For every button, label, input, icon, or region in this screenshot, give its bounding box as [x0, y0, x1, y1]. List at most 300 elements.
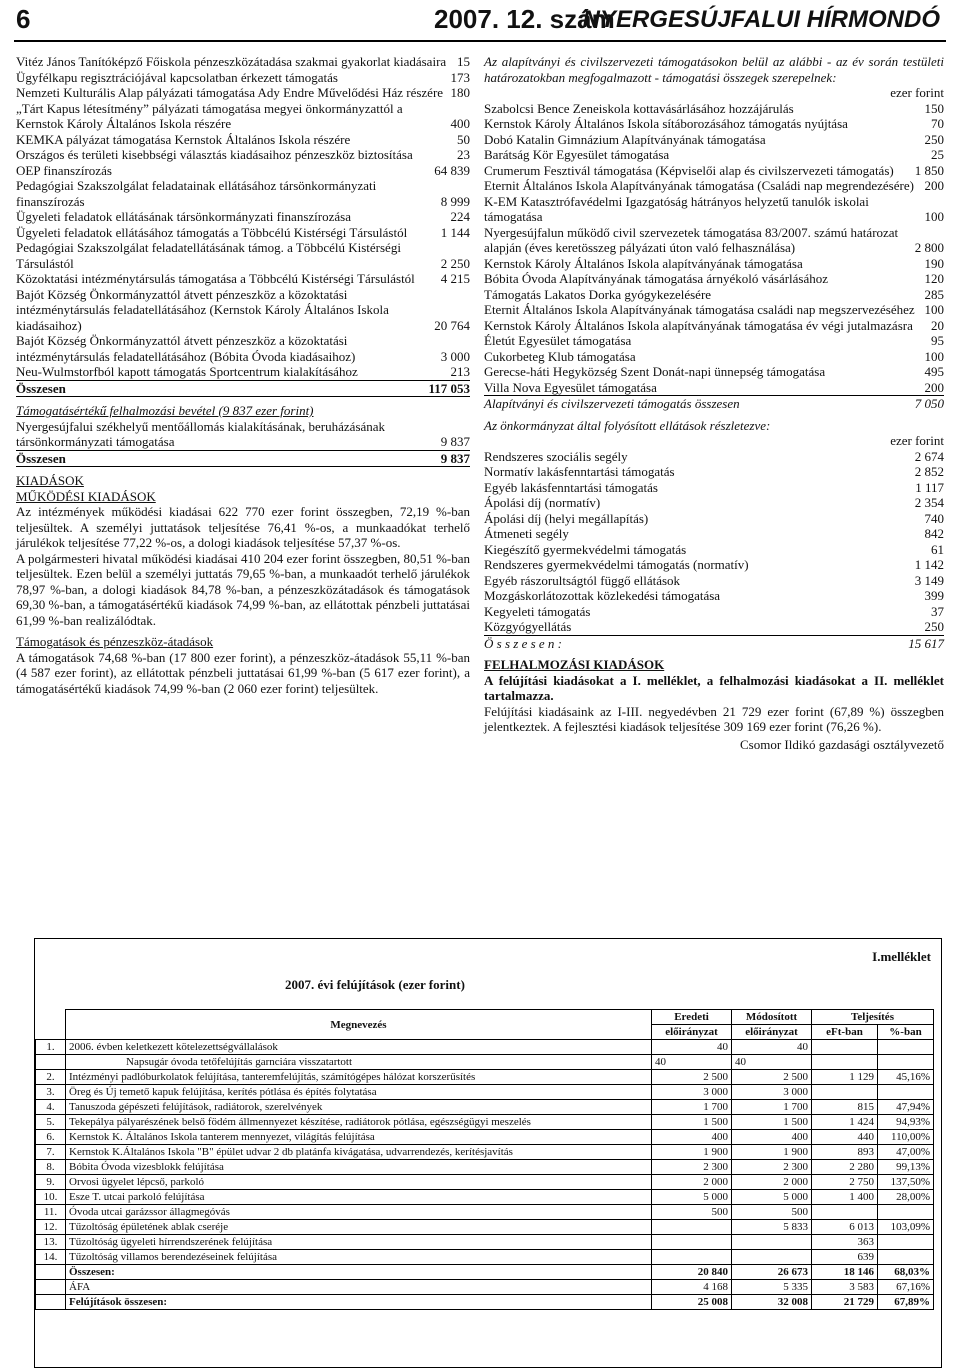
- item-value: 120: [924, 271, 944, 286]
- list-item: [484, 302, 944, 318]
- cell-mod: 2 500: [732, 1070, 812, 1085]
- social-heading: Az önkormányzat által folyósított ellátások részletezve:: [484, 417, 771, 433]
- paragraph-annex: A felújítási kiadásokat a I. melléklet, a felhalmozási kiadásokat a II. melléklet tartalmazza.: [484, 672, 944, 703]
- cell-name: Tekepálya pályarészének belső födém állmennyezet készítése, radiátorok pótlása, egészségügyi meszelés: [66, 1115, 652, 1130]
- cell-name: Orvosi ügyelet lépcső, parkoló: [66, 1175, 652, 1190]
- cell-pct: 110,00%: [878, 1130, 934, 1145]
- list-item: [484, 132, 944, 148]
- item-value: 285: [924, 286, 944, 302]
- list-item: [16, 147, 470, 163]
- table-row: [36, 1295, 934, 1310]
- cell-name: Kernstok K.Általános Iskola "B" épület udvar 2 db platánfa kivágatása, udvarrendezés, kerítésjavítás: [66, 1145, 652, 1160]
- paragraph-mayor-office: A polgármesteri hivatal működési kiadásai 410 204 ezer forint összegben, 80,51 %-ban teljesültek. Ezen belül a személyi juttatás 79,65 %-ban, a munkaadót terhelő járulékok 78,97 %-ban, a dologi kiadások 84,78 %-ban, a pénzeszközátadások és támogatások 69,30 %-ban, a támogatásértékű kiadások 74,99 %-ban, az ellátottak pénzbeli juttatásai 61,99 %-ban realizálódtak.: [16, 550, 470, 628]
- cell-orig: 1 900: [652, 1145, 732, 1160]
- revenue-list: [16, 54, 470, 380]
- issue-label: 2007. 12. szám: [434, 4, 615, 34]
- cell-perf: 18 146: [812, 1265, 878, 1280]
- item-text: Vitéz János Tanítóképző Főiskola pénzeszközátadása szakmai gyakorlat kiadásaira: [16, 54, 447, 69]
- item-value: 150: [924, 100, 944, 116]
- item-text: Bajót Község Önkormányzattól átvett pénzeszköz a közoktatási intézménytársulás feladatellátásához (Bóbita Óvoda kiadásaihoz): [16, 333, 356, 364]
- item-value: 2 800: [914, 240, 944, 255]
- cell-no: 3.: [36, 1085, 66, 1100]
- table-row: [36, 1235, 934, 1250]
- item-text: Cukorbeteg Klub támogatása: [484, 348, 636, 364]
- item-value: 200: [924, 178, 944, 193]
- list-item: [16, 54, 470, 70]
- item-text: Ápolási díj (normatív): [484, 495, 601, 510]
- cell-orig: 2 300: [652, 1160, 732, 1175]
- list-item: [484, 619, 944, 635]
- item-text: Kernstok Károly Általános Iskola alapítványának támogatása: [484, 255, 803, 271]
- item-value: 23: [457, 147, 470, 162]
- capital-total-row: Összesen 9 837: [16, 450, 470, 466]
- cell-no: [36, 1055, 66, 1070]
- cell-name: Felújítások összesen:: [66, 1295, 652, 1310]
- item-value: 61: [931, 541, 944, 557]
- item-value: 1 144: [440, 224, 470, 240]
- cell-mod: 400: [732, 1130, 812, 1145]
- cell-orig: 20 840: [652, 1265, 732, 1280]
- cell-pct: 103,09%: [878, 1220, 934, 1235]
- cell-pct: 67,16%: [878, 1280, 934, 1295]
- item-value: 100: [924, 302, 944, 317]
- item-text: Normatív lakásfenntartási támogatás: [484, 464, 675, 479]
- list-item: [16, 225, 470, 241]
- list-item: [16, 364, 470, 380]
- cell-no: 8.: [36, 1160, 66, 1175]
- cell-no: [36, 1280, 66, 1295]
- table-row: [36, 1280, 934, 1295]
- item-text: Átmeneti segély: [484, 526, 569, 541]
- col-header-perf-a: eFt-ban: [812, 1025, 878, 1040]
- cell-pct: 67,89%: [878, 1295, 934, 1310]
- list-item: [484, 495, 944, 511]
- cell-orig: 3 000: [652, 1085, 732, 1100]
- cell-perf: 440: [812, 1130, 878, 1145]
- cell-no: [36, 1295, 66, 1310]
- cell-pct: [878, 1205, 934, 1220]
- cell-orig: [652, 1235, 732, 1250]
- item-value: 224: [450, 209, 470, 224]
- cell-orig: 40: [652, 1040, 732, 1055]
- list-item: [16, 287, 470, 334]
- list-item: [484, 511, 944, 527]
- item-value: 50: [457, 131, 470, 147]
- item-value: 213: [450, 364, 470, 379]
- cell-no: [36, 1265, 66, 1280]
- cell-name: Óvoda utcai garázssor állagmegóvás: [66, 1205, 652, 1220]
- item-value: 4 215: [440, 271, 470, 286]
- item-text: Eternit Általános Iskola Alapítványának támogatása (Családi nap megrendezésére): [484, 178, 914, 193]
- renovation-table: [35, 1009, 934, 1310]
- item-value: 740: [924, 510, 944, 526]
- item-text: OEP finanszírozás: [16, 162, 112, 178]
- cell-orig: [652, 1220, 732, 1235]
- table-row: [36, 1055, 934, 1070]
- item-text: Kernstok Károly Általános Iskola alapítványának támogatása év végi jutalmazásra: [484, 317, 913, 333]
- item-text: Kiegészítő gyermekvédelmi támogatás: [484, 541, 687, 557]
- paragraph-grants: A támogatások 74,68 %-ban (17 800 ezer forint), a pénzeszköz-átadások 55,11 %-ban (4 587 ezer forint), az ellátottak pénzbeli juttatásai 61,99 %-ban (5 617 ezer forint), a támogatásértékű kiadások 74,99 %-ban (2 060 ezer forint) teljesültek.: [16, 649, 470, 696]
- item-value: 400: [450, 116, 470, 131]
- col-header-perf-b: %-ban: [878, 1025, 934, 1040]
- cell-name: 2006. évben keletkezett kötelezettségvállalások: [66, 1040, 652, 1055]
- cell-orig: 1 700: [652, 1100, 732, 1115]
- cell-perf: [812, 1040, 878, 1055]
- cell-pct: 99,13%: [878, 1160, 934, 1175]
- foundation-list: [484, 101, 944, 396]
- list-item: [16, 70, 470, 86]
- item-value: 8 999: [440, 193, 470, 209]
- cell-pct: 47,94%: [878, 1100, 934, 1115]
- list-item: [484, 464, 944, 480]
- item-text: Egyéb rászorultságtól függő ellátások: [484, 572, 681, 588]
- col-header-mod: Módosított: [732, 1010, 812, 1025]
- cell-orig: 2 000: [652, 1175, 732, 1190]
- item-value: 2 354: [914, 495, 944, 510]
- item-value: 64 839: [434, 162, 470, 178]
- item-text: Barátság Kör Egyesület támogatása: [484, 147, 670, 162]
- item-text: Crumerum Fesztivál támogatása (Képviselői alap és civilszervezeti támogatás): [484, 162, 894, 178]
- cell-pct: 28,00%: [878, 1190, 934, 1205]
- cell-name: Tanuszoda gépészeti felújítások, radiátorok, szerelvények: [66, 1100, 652, 1115]
- capital-revenue-item: Nyergesújfalui székhelyű mentőállomás kialakításának, beruházásának társönkormányzati támogatása 9 837: [16, 418, 470, 449]
- item-value: 399: [924, 588, 944, 603]
- cell-mod: 2 300: [732, 1160, 812, 1175]
- cell-name: Bóbita Óvoda vizesblokk felújítása: [66, 1160, 652, 1175]
- list-item: [16, 101, 470, 132]
- publication-title: NYERGESÚJFALUI HÍRMONDÓ: [582, 6, 940, 33]
- table-row: [36, 1115, 934, 1130]
- cell-pct: 137,50%: [878, 1175, 934, 1190]
- cell-pct: 68,03%: [878, 1265, 934, 1280]
- cell-orig: 2 500: [652, 1070, 732, 1085]
- signature: Csomor Ildikó gazdasági osztályvezető: [740, 736, 944, 752]
- cell-perf: 1 129: [812, 1070, 878, 1085]
- col-header-name: Megnevezés: [66, 1010, 652, 1040]
- table-row: [36, 1190, 934, 1205]
- cell-perf: 1 424: [812, 1115, 878, 1130]
- expenses-heading: KIADÁSOK: [16, 473, 84, 488]
- cell-perf: [812, 1085, 878, 1100]
- cell-mod: [732, 1250, 812, 1265]
- foundation-subtotal: Alapítványi és civilszervezeti támogatás összesen 7 050: [484, 396, 944, 411]
- capital-expenses-heading: FELHALMOZÁSI KIADÁSOK: [484, 657, 665, 672]
- right-column: [484, 54, 944, 752]
- cell-pct: 94,93%: [878, 1115, 934, 1130]
- col-header-orig2: előirányzat: [652, 1025, 732, 1040]
- item-value: 20: [931, 317, 944, 333]
- cell-orig: 4 168: [652, 1280, 732, 1295]
- item-text: Nemzeti Kulturális Alap pályázati támogatása Ady Endre Művelődési Ház részére: [16, 85, 444, 100]
- cell-no: 14.: [36, 1250, 66, 1265]
- cell-no: 1.: [36, 1040, 66, 1055]
- paragraph-renovation: Felújítási kiadásaink az I-III. negyedévben 21 729 ezer forint (67,89 %) összegben jelentkeztek. A fejlesztési kiadások teljesítése 309 169 ezer forint (76,26 %).: [484, 703, 944, 734]
- item-text: Eternit Általános Iskola Alapítványának támogatása családi nap megszervezéséhez: [484, 302, 915, 317]
- cell-mod: 1 700: [732, 1100, 812, 1115]
- item-value: 173: [450, 69, 470, 85]
- cell-perf: 639: [812, 1250, 878, 1265]
- cell-mod: 3 000: [732, 1085, 812, 1100]
- total-row: Összesen 117 053: [16, 380, 470, 396]
- cell-perf: 2 750: [812, 1175, 878, 1190]
- cell-mod: 500: [732, 1205, 812, 1220]
- list-item: [484, 194, 944, 225]
- cell-perf: 6 013: [812, 1220, 878, 1235]
- item-value: 1 142: [914, 557, 944, 572]
- social-unit-label: ezer forint: [890, 433, 944, 448]
- cell-orig: 1 500: [652, 1115, 732, 1130]
- cell-mod: 40: [732, 1055, 812, 1070]
- item-text: Nyergesújfalun működő civil szervezetek támogatása 83/2007. számú határozat alapján (éves keretösszeg pályázati úton való felhasználása): [484, 224, 899, 255]
- table-header-row: [36, 1010, 934, 1025]
- left-column: [16, 54, 470, 696]
- annex-title: 2007. évi felújítások (ezer forint): [285, 977, 465, 992]
- annex-label: I.melléklet: [872, 949, 931, 964]
- cell-perf: 1 400: [812, 1190, 878, 1205]
- item-value: 1 850: [914, 162, 944, 178]
- item-text: Gerecse-háti Hegyközség Szent Donát-napi ünnepség támogatása: [484, 364, 826, 379]
- cell-mod: 1 900: [732, 1145, 812, 1160]
- col-header-mod2: előirányzat: [732, 1025, 812, 1040]
- item-text: Rendszeres gyermekvédelmi támogatás (normatív): [484, 557, 749, 572]
- cell-no: 13.: [36, 1235, 66, 1250]
- item-text: Bóbita Óvoda Alapítványának támogatása árnyékoló vásárlásához: [484, 271, 829, 286]
- cell-no: 2.: [36, 1070, 66, 1085]
- cell-perf: 363: [812, 1235, 878, 1250]
- cell-pct: [878, 1235, 934, 1250]
- paragraph-institutions: Az intézmények működési kiadásai 622 770 ezer forint összegben, 72,19 %-ban teljesültek. A személyi juttatások teljesítése 76,41 %-os, a munkaadókat terhelő járulékok teljesítése 77,22 %-os, a dologi kiadások teljesítése 57,37 %-os.: [16, 504, 470, 550]
- annex-box: [34, 938, 942, 1368]
- list-item: [484, 287, 944, 303]
- item-text: Támogatás Lakatos Dorka gyógykezelésére: [484, 286, 712, 302]
- social-list: [484, 449, 944, 635]
- list-item: [16, 163, 470, 179]
- item-text: Neu-Wulmstorfból kapott támogatás Sportcentrum kialakításához: [16, 364, 358, 379]
- item-text: Életút Egyesület támogatása: [484, 333, 632, 348]
- item-text: Egyéb lakásfenntartási támogatás: [484, 479, 658, 495]
- social-total: Ö s s z e s e n : 15 617: [484, 635, 944, 651]
- page-number: 6: [16, 4, 31, 34]
- foundation-intro: Az alapítványi és civilszervezeti támogatásokon belül az alábbi - az év során testületi határozatokban megfogalmazott - támogatási összegek szerepelnek:: [484, 54, 944, 85]
- operating-expenses-heading: MŰKÖDÉSI KIADÁSOK: [16, 488, 156, 504]
- item-text: Mozgáskorlátozottak közlekedési támogatása: [484, 588, 721, 603]
- cell-perf: 815: [812, 1100, 878, 1115]
- item-text: Kernstok Károly Általános Iskola sítáborozásához támogatás nyújtása: [484, 116, 848, 131]
- cell-mod: 26 673: [732, 1265, 812, 1280]
- cell-no: 12.: [36, 1220, 66, 1235]
- list-item: [484, 588, 944, 604]
- list-item: [16, 271, 470, 287]
- list-item: [484, 147, 944, 163]
- list-item: [484, 573, 944, 589]
- item-value: 100: [924, 348, 944, 364]
- unit-label: ezer forint: [890, 85, 944, 100]
- item-value: 3 149: [914, 572, 944, 588]
- item-value: 70: [931, 116, 944, 131]
- item-text: K-EM Katasztrófavédelmi Igazgatóság hátrányos helyzetű tanulók iskolai támogatása: [484, 193, 869, 224]
- list-item: [16, 85, 470, 101]
- cell-name: Tűzoltóság épületének ablak cseréje: [66, 1220, 652, 1235]
- list-item: [484, 557, 944, 573]
- item-value: 250: [924, 619, 944, 634]
- cell-no: 6.: [36, 1130, 66, 1145]
- cell-orig: 25 008: [652, 1295, 732, 1310]
- list-item: [484, 542, 944, 558]
- item-text: Villa Nova Egyesület támogatása: [484, 379, 657, 395]
- list-item: [484, 604, 944, 620]
- cell-pct: [878, 1085, 934, 1100]
- list-item: [16, 178, 470, 209]
- cell-mod: 5 833: [732, 1220, 812, 1235]
- item-value: 95: [931, 333, 944, 348]
- item-text: Rendszeres szociális segély: [484, 448, 628, 464]
- item-text: „Tárt Kapus létesítmény” pályázati támogatása megyei önkormányzattól a Kernstok Károly Általános Iskola részére: [16, 100, 403, 131]
- item-value: 2 250: [440, 255, 470, 271]
- item-value: 25: [931, 147, 944, 162]
- list-item: [16, 333, 470, 364]
- cell-name: Intézményi padlóburkolatok felújítása, tanteremfelújítás, számítógépes hálózat korszerűsítés: [66, 1070, 652, 1085]
- cell-no: 4.: [36, 1100, 66, 1115]
- cell-no: 5.: [36, 1115, 66, 1130]
- cell-name: Kernstok K. Általános Iskola tanterem mennyezet, világítás felújítása: [66, 1130, 652, 1145]
- page-header: [14, 4, 946, 42]
- table-row: [36, 1070, 934, 1085]
- list-item: [16, 132, 470, 148]
- cell-mod: 32 008: [732, 1295, 812, 1310]
- list-item: [16, 240, 470, 271]
- list-item: [16, 209, 470, 225]
- cell-pct: [878, 1250, 934, 1265]
- cell-no: 7.: [36, 1145, 66, 1160]
- item-text: Közoktatási intézménytársulás támogatása a Többcélú Kistérségi Társulástól: [16, 271, 415, 286]
- item-text: Ügyfélkapu regisztrációjával kapcsolatban érkezett támogatás: [16, 69, 338, 85]
- capital-revenue-heading: Támogatásértékű felhalmozási bevétel (9 837 ezer forint): [16, 403, 314, 418]
- cell-perf: 893: [812, 1145, 878, 1160]
- list-item: [484, 271, 944, 287]
- item-value: 190: [924, 255, 944, 271]
- cell-perf: [812, 1055, 878, 1070]
- item-text: Ápolási díj (helyi megállapítás): [484, 510, 649, 526]
- table-row: [36, 1265, 934, 1280]
- cell-orig: 400: [652, 1130, 732, 1145]
- col-header-perf: Teljesítés: [812, 1010, 934, 1025]
- cell-mod: 40: [732, 1040, 812, 1055]
- cell-mod: 5 335: [732, 1280, 812, 1295]
- cell-mod: 1 500: [732, 1115, 812, 1130]
- item-text: Kegyeleti támogatás: [484, 603, 591, 619]
- list-item: [484, 163, 944, 179]
- grants-heading: Támogatások és pénzeszköz-átadások: [16, 634, 214, 649]
- cell-name: Napsugár óvoda tetőfelújítás garnciára visszatartott: [66, 1055, 652, 1070]
- table-row: [36, 1160, 934, 1175]
- cell-name: Tűzoltóság ügyeleti hírrendszerének felújítása: [66, 1235, 652, 1250]
- item-text: Közgyógyellátás: [484, 619, 572, 634]
- cell-mod: 2 000: [732, 1175, 812, 1190]
- item-text: Bajót Község Önkormányzattól átvett pénzeszköz a közoktatási intézménytársulás feladatellátásához (Kernstok Károly Általános Iskola kiadásaihoz): [16, 286, 389, 333]
- item-value: 2 852: [914, 464, 944, 479]
- cell-no: 11.: [36, 1205, 66, 1220]
- cell-pct: [878, 1040, 934, 1055]
- item-value: 20 764: [434, 317, 470, 333]
- list-item: [484, 349, 944, 365]
- table-row: [36, 1085, 934, 1100]
- cell-name: Összesen:: [66, 1265, 652, 1280]
- table-row: [36, 1205, 934, 1220]
- table-row: [36, 1250, 934, 1265]
- cell-mod: 5 000: [732, 1190, 812, 1205]
- item-text: Pedagógiai Szakszolgálat feladatainak ellátásához társönkormányzati finanszírozás: [16, 178, 377, 209]
- list-item: [484, 380, 944, 396]
- item-text: Dobó Katalin Gimnázium Alapítványának támogatása: [484, 131, 766, 147]
- list-item: [484, 256, 944, 272]
- list-item: [484, 449, 944, 465]
- table-row: [36, 1145, 934, 1160]
- cell-perf: 2 280: [812, 1160, 878, 1175]
- cell-no: 10.: [36, 1190, 66, 1205]
- item-text: Ügyeleti feladatok ellátásának társönkormányzati finanszírozása: [16, 209, 351, 224]
- list-item: [484, 318, 944, 334]
- table-row: [36, 1130, 934, 1145]
- item-value: 15: [457, 54, 470, 69]
- list-item: [484, 364, 944, 380]
- cell-name: ÁFA: [66, 1280, 652, 1295]
- item-value: 1 117: [915, 479, 944, 495]
- table-row: [36, 1175, 934, 1190]
- cell-name: Tűzoltóság villamos berendezéseinek felújítása: [66, 1250, 652, 1265]
- item-value: 495: [924, 364, 944, 379]
- list-item: [484, 116, 944, 132]
- item-value: 180: [450, 85, 470, 100]
- cell-name: Öreg és Új temető kapuk felújítása, kerítés pótlása és építés folytatása: [66, 1085, 652, 1100]
- cell-perf: 3 583: [812, 1280, 878, 1295]
- item-text: KEMKA pályázat támogatása Kernstok Általános Iskola részére: [16, 131, 351, 147]
- list-item: [484, 178, 944, 194]
- item-value: 200: [924, 379, 944, 395]
- col-header-orig: Eredeti: [652, 1010, 732, 1025]
- list-item: [484, 225, 944, 256]
- item-text: Pedagógiai Szakszolgálat feladatellátásának támog. a Többcélú Kistérségi Társulástól: [16, 240, 401, 271]
- cell-mod: [732, 1235, 812, 1250]
- item-value: 100: [924, 209, 944, 224]
- cell-orig: 5 000: [652, 1190, 732, 1205]
- cell-pct: 45,16%: [878, 1070, 934, 1085]
- cell-no: 9.: [36, 1175, 66, 1190]
- item-text: Ügyeleti feladatok ellátásához támogatás a Többcélú Kistérségi Társulástól: [16, 224, 408, 240]
- item-value: 37: [931, 603, 944, 619]
- item-value: 3 000: [440, 348, 470, 364]
- item-value: 2 674: [914, 448, 944, 464]
- cell-pct: [878, 1055, 934, 1070]
- list-item: [484, 480, 944, 496]
- table-row: [36, 1220, 934, 1235]
- cell-orig: [652, 1250, 732, 1265]
- list-item: [484, 101, 944, 117]
- table-row: [36, 1100, 934, 1115]
- table-row: [36, 1040, 934, 1055]
- item-value: 250: [924, 131, 944, 147]
- item-text: Országos és területi kisebbségi választás kiadásaihoz pénzeszköz biztosítása: [16, 147, 413, 162]
- cell-perf: [812, 1205, 878, 1220]
- cell-orig: 500: [652, 1205, 732, 1220]
- cell-perf: 21 729: [812, 1295, 878, 1310]
- list-item: [484, 526, 944, 542]
- item-text: Szabolcsi Bence Zeneiskola kottavásárlásához hozzájárulás: [484, 100, 794, 116]
- cell-orig: 40: [652, 1055, 732, 1070]
- item-value: 842: [924, 526, 944, 541]
- cell-pct: 47,00%: [878, 1145, 934, 1160]
- list-item: [484, 333, 944, 349]
- cell-name: Esze T. utcai parkoló felújítása: [66, 1190, 652, 1205]
